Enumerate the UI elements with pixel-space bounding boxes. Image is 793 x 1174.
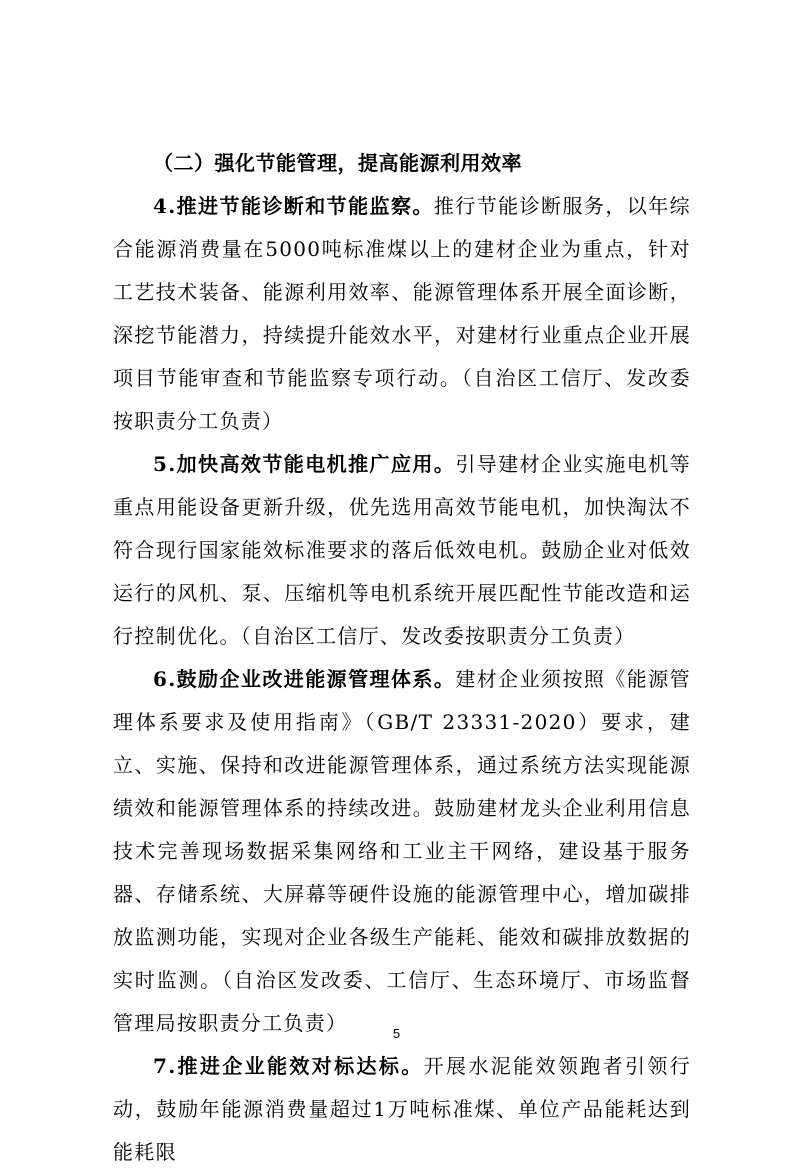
paragraph-text: 推行节能诊断服务，以年综合能源消费量在5000吨标准煤以上的建材企业为重点，针对工艺技术装备、能源利用效率、能源管理体系开展全面诊断，深挖节能潜力，持续提升能效水平，对建材行业重点企业开展项目节能审查和节能监察专项行动。（自治区工信厅、发改委按职责分工负责） (113, 194, 691, 433)
paragraph-text: 建材企业须按照《能源管理体系要求及使用指南》（GB/T 23331-2020）要求，建立、实施、保持和改进能源管理体系，通过系统方法实现能源绩效和能源管理体系的持续改进。鼓励建材龙头企业利用信息技术完善现场数据采集网络和工业主干网络，建设基于服务器、存储系统、大屏幕等硬件设施的能源管理中心，增加碳排放监测功能，实现对企业各级生产能耗、能效和碳排放数据的实时监测。（自治区发改委、工信厅、生态环境厅、市场监督管理局按职责分工负责） (113, 667, 691, 1035)
paragraph-heading: 4.推进节能诊断和节能监察。 (153, 194, 434, 218)
section-title: （二）强化节能管理，提高能源利用效率 (153, 151, 522, 175)
paragraph-heading: 7.推进企业能效对标达标。 (153, 1054, 424, 1078)
page-number: 5 (392, 1026, 401, 1041)
paragraph-energy-management-system (113, 658, 691, 1045)
paragraph-heading: 5.加快高效节能电机推广应用。 (153, 452, 456, 476)
paragraph-efficiency-benchmarking (113, 1045, 691, 1174)
paragraph-heading: 6.鼓励企业改进能源管理体系。 (153, 667, 456, 691)
paragraph-text: 开展水泥能效领跑者引领行动，鼓励年能源消费量超过1万吨标准煤、单位产品能耗达到能耗限 (113, 1054, 691, 1164)
paragraph-text: 引导建材企业实施电机等重点用能设备更新升级，优先选用高效节能电机，加快淘汰不符合现行国家能效标准要求的落后低效电机。鼓励企业对低效运行的风机、泵、压缩机等电机系统开展匹配性节能改造和运行控制优化。（自治区工信厅、发改委按职责分工负责） (113, 452, 691, 648)
paragraph-energy-diagnosis (113, 185, 691, 443)
paragraph-efficient-motors (113, 443, 691, 658)
document-body (113, 142, 691, 1174)
